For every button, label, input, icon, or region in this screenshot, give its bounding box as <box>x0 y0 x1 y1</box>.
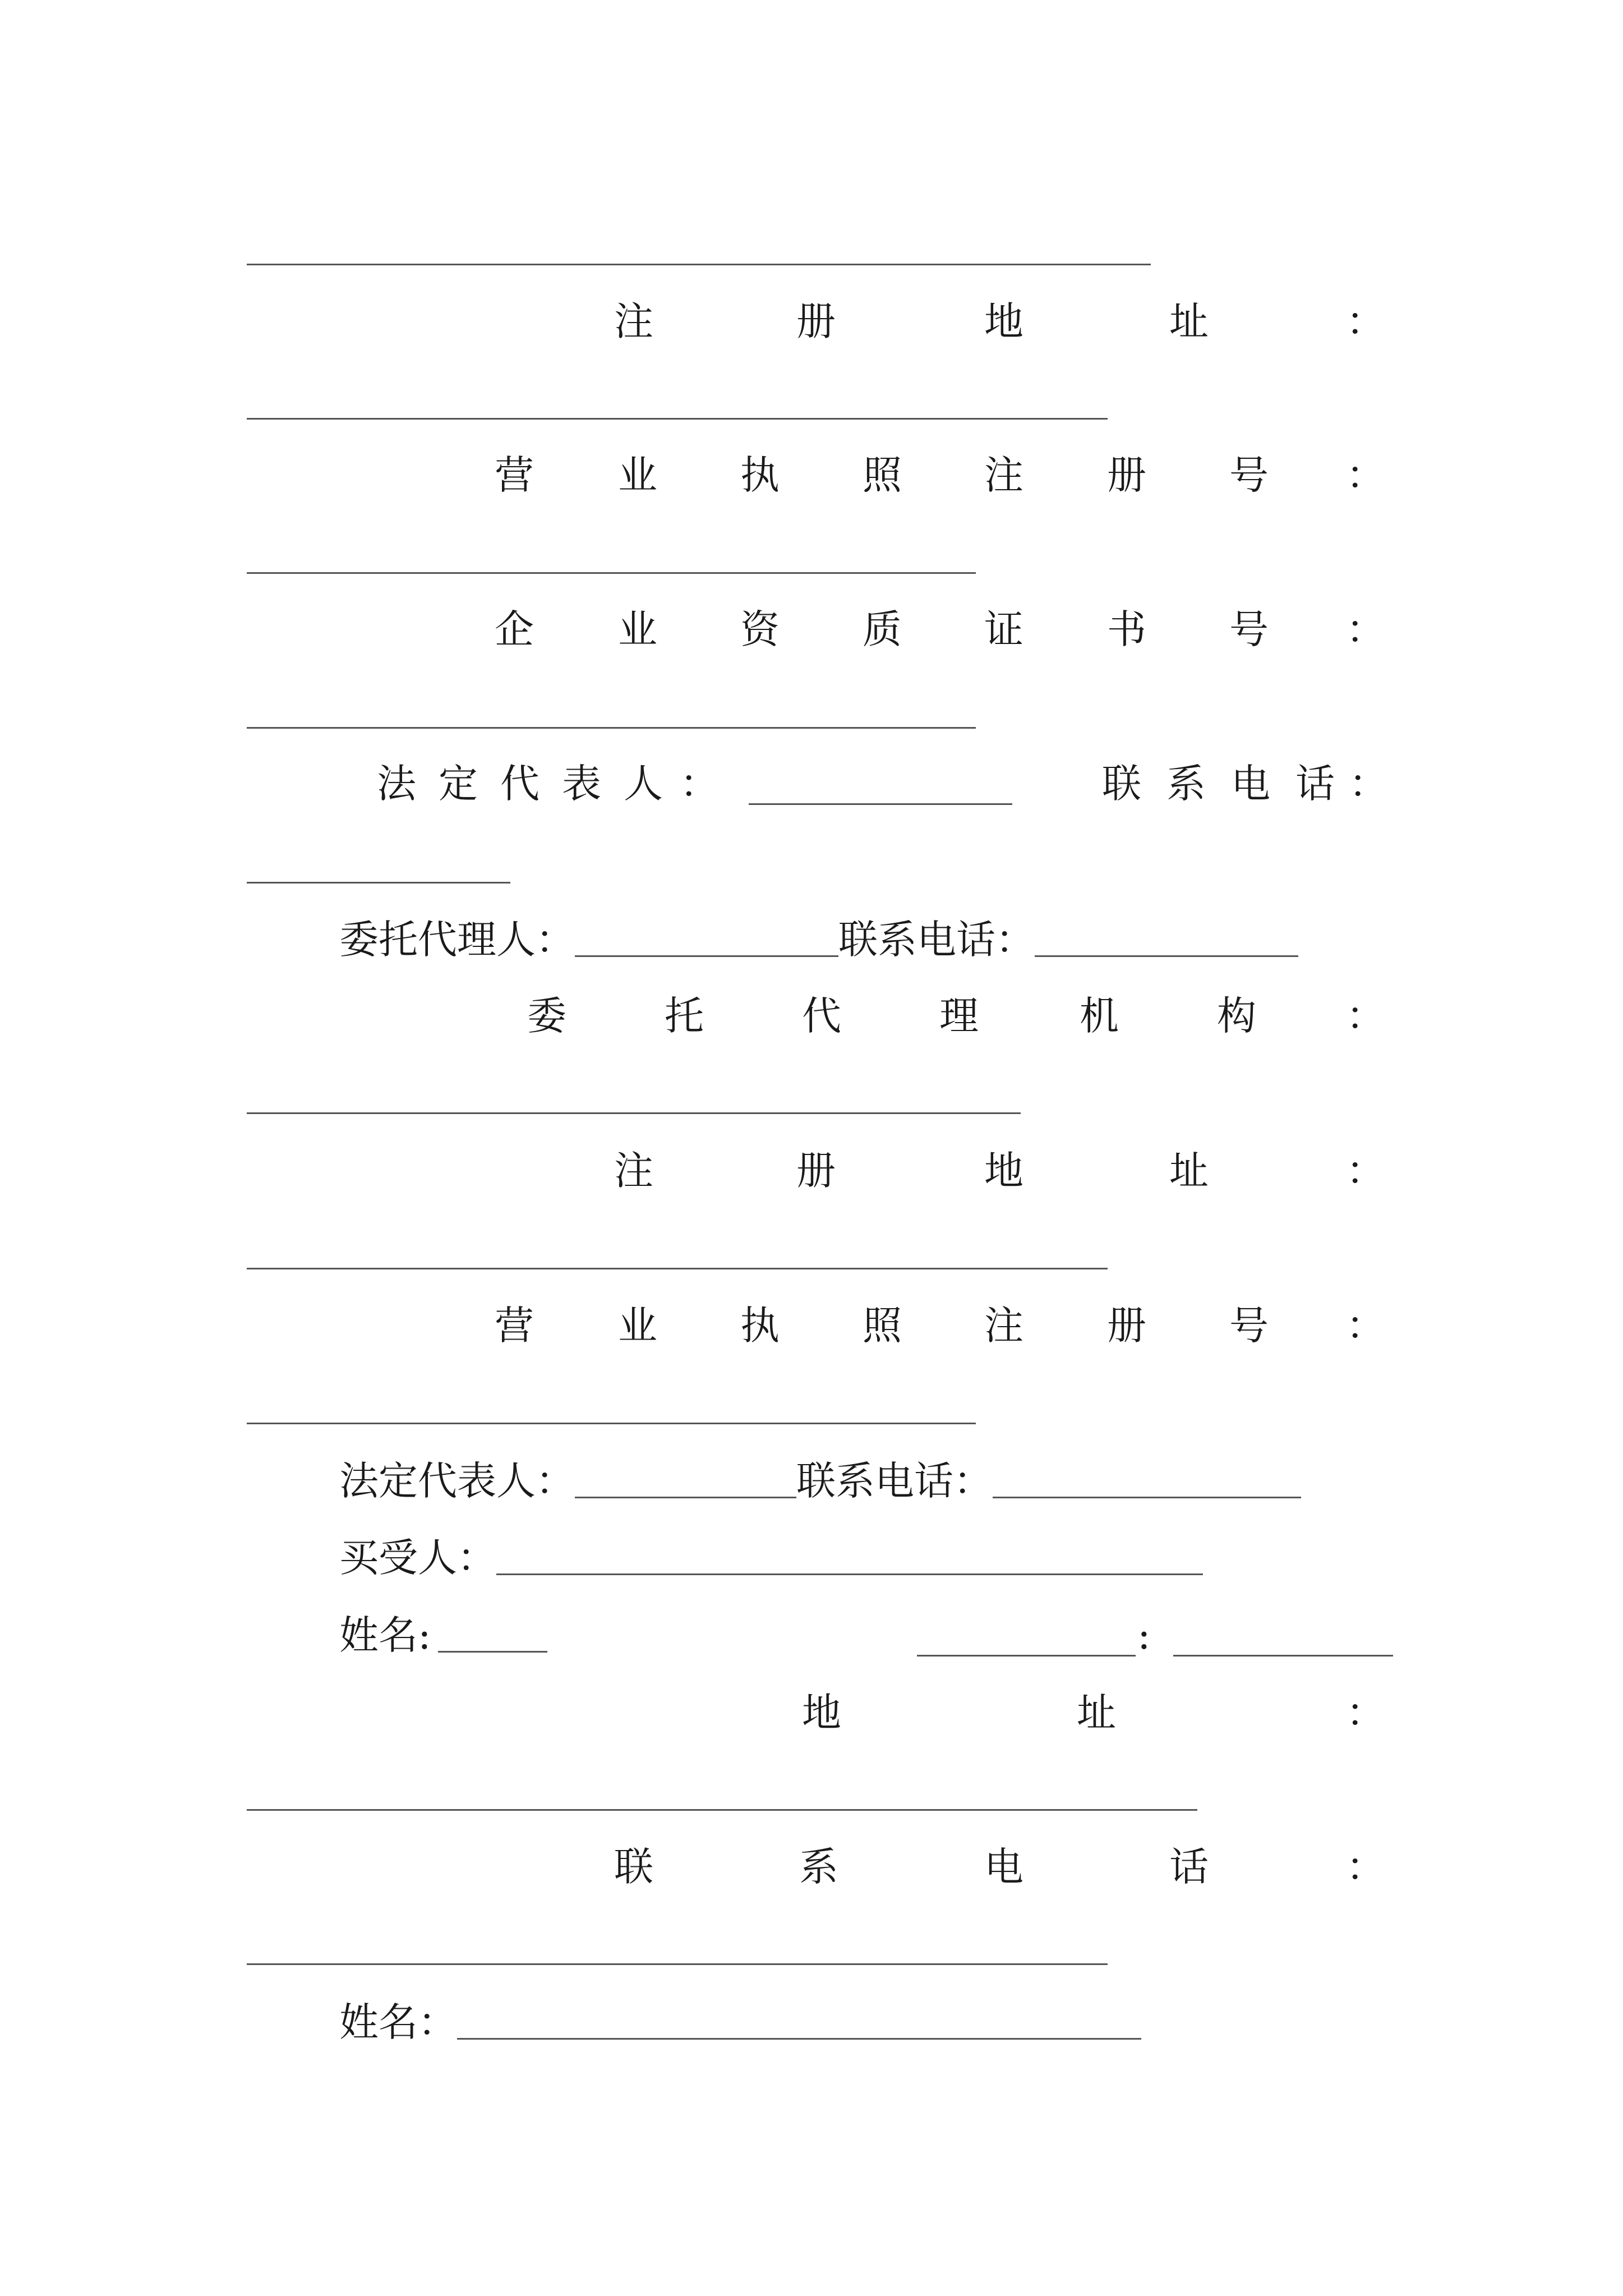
char: 地 <box>802 1690 841 1736</box>
char: ： <box>1346 1303 1385 1349</box>
char: 址 <box>1169 1148 1209 1194</box>
registered-address-blank[interactable] <box>247 418 1108 420</box>
char: ： <box>1346 1148 1385 1194</box>
agent-legal-rep-blank[interactable] <box>575 1496 796 1498</box>
buyer-phone-blank[interactable] <box>247 1963 1108 1965</box>
id-type-blank[interactable] <box>917 1655 1136 1657</box>
agent-registered-address-blank[interactable] <box>247 1268 1108 1269</box>
char: 电 <box>1231 761 1270 807</box>
address-blank[interactable] <box>247 1809 1197 1811</box>
char: 构 <box>1217 993 1256 1039</box>
char: 企 <box>495 606 534 652</box>
agent-legal-rep-label: 法定代表人： <box>339 1458 575 1504</box>
char: 书 <box>1107 606 1146 652</box>
buyer-blank[interactable] <box>496 1573 1203 1575</box>
name2-label: 姓名： <box>339 1999 457 2045</box>
char: 注 <box>614 1148 653 1194</box>
char: 联 <box>614 1844 653 1890</box>
char: 执 <box>740 452 780 498</box>
char: ： <box>1346 993 1385 1039</box>
char: 号 <box>1229 606 1269 652</box>
buyer-label: 买受人： <box>339 1535 496 1581</box>
colon-mark: : <box>1137 1612 1151 1658</box>
agent-legal-rep-row <box>339 1458 1301 1504</box>
char: 营 <box>495 452 534 498</box>
char: 号 <box>1229 452 1269 498</box>
agent-person-label: 委托代理人： <box>339 917 575 963</box>
char: ： <box>1346 1844 1385 1890</box>
name-label: 姓名: <box>339 1612 431 1658</box>
char: 址 <box>1077 1690 1116 1736</box>
agent-phone-label: 联系电话： <box>838 917 1035 963</box>
char: 电 <box>984 1844 1023 1890</box>
char: 号 <box>1229 1303 1269 1349</box>
char: ： <box>1349 761 1388 807</box>
buyer-name-row <box>339 1612 547 1658</box>
agent-person-blank[interactable] <box>575 955 838 957</box>
char: 代 <box>500 761 540 807</box>
legal-rep-blank[interactable] <box>749 803 1012 805</box>
char: 联 <box>1102 761 1141 807</box>
char: 地 <box>984 1148 1023 1194</box>
char: 业 <box>618 1303 657 1349</box>
char: 理 <box>939 993 979 1039</box>
char: 照 <box>863 1303 902 1349</box>
buyer-row <box>339 1535 1203 1581</box>
char: 证 <box>984 606 1023 652</box>
blank-line[interactable] <box>247 264 1151 265</box>
name2-blank[interactable] <box>457 2037 1141 2040</box>
char: 托 <box>665 993 704 1039</box>
char: 人 <box>624 761 663 807</box>
char: 注 <box>614 298 653 344</box>
char: 册 <box>1107 1303 1146 1349</box>
phone-blank[interactable] <box>247 882 510 884</box>
char: ： <box>1346 298 1385 344</box>
qualification-cert-blank[interactable] <box>247 727 976 729</box>
char: 资 <box>740 606 780 652</box>
char: 执 <box>740 1303 780 1349</box>
char: 注 <box>984 452 1023 498</box>
char: 址 <box>1169 298 1209 344</box>
agent-legal-rep-phone-blank[interactable] <box>993 1496 1301 1498</box>
char: 机 <box>1080 993 1119 1039</box>
char: 表 <box>562 761 601 807</box>
char: ： <box>1346 1690 1385 1736</box>
char: 地 <box>984 298 1023 344</box>
char: 代 <box>802 993 841 1039</box>
char: 册 <box>796 1148 836 1194</box>
char: 业 <box>618 452 657 498</box>
char: 系 <box>799 1844 838 1890</box>
char: 业 <box>618 606 657 652</box>
business-license-blank[interactable] <box>247 572 976 574</box>
id-number-blank[interactable] <box>1173 1655 1393 1657</box>
char: ： <box>1346 452 1385 498</box>
agent-legal-rep-phone-label: 联系电话： <box>796 1458 993 1504</box>
char: ： <box>680 761 719 807</box>
char: 注 <box>984 1303 1023 1349</box>
char: 定 <box>439 761 478 807</box>
name-blank[interactable] <box>438 1650 547 1653</box>
char: ： <box>1346 606 1385 652</box>
char: 质 <box>863 606 902 652</box>
char: 话 <box>1169 1844 1209 1890</box>
char: 法 <box>377 761 416 807</box>
char: 册 <box>796 298 836 344</box>
agent-org-blank[interactable] <box>247 1112 1021 1114</box>
char: 照 <box>863 452 902 498</box>
agent-business-license-blank[interactable] <box>247 1423 976 1424</box>
char: 系 <box>1166 761 1206 807</box>
char: 营 <box>495 1303 534 1349</box>
char: 册 <box>1107 452 1146 498</box>
name2-row <box>339 1999 1141 2045</box>
char: 话 <box>1295 761 1335 807</box>
agent-phone-blank[interactable] <box>1035 955 1298 957</box>
char: 委 <box>527 993 566 1039</box>
agent-person-row <box>339 917 1298 963</box>
